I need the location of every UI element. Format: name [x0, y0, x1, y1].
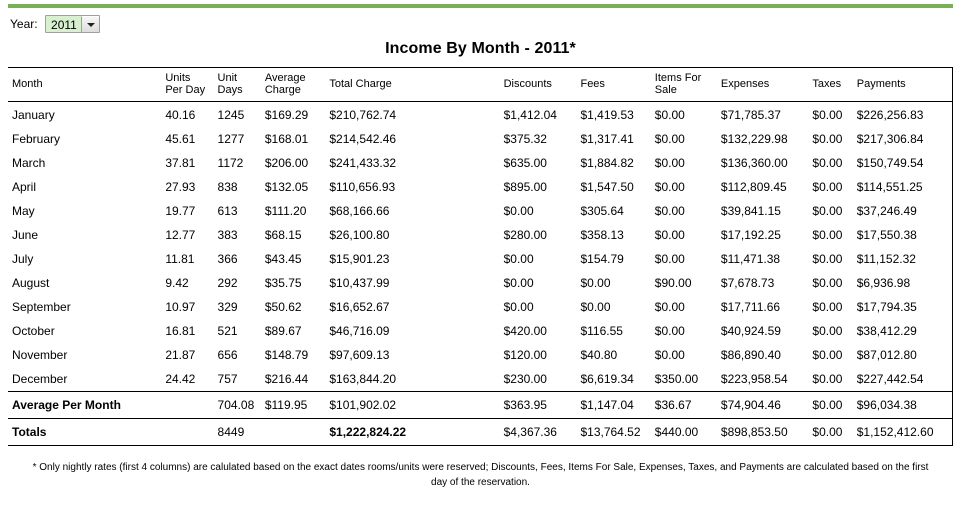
table-row	[8, 247, 953, 271]
cell-month: August	[12, 276, 50, 290]
cell-fees: $154.79	[580, 252, 624, 266]
average-row-total-charge: $101,902.02	[325, 392, 499, 419]
cell-average-charge: $50.62	[264, 300, 302, 314]
cell-units-per-day: 16.81	[165, 324, 196, 338]
cell-fees: $1,317.41	[580, 132, 634, 146]
table-footnote: * Only nightly rates (first 4 columns) are calulated based on the exact dates rooms/units were reserved; Discounts, Fees, Items For Sale, Expenses, Taxes, and Payments are calculated based on the first day of the reservation.	[32, 462, 929, 488]
cell-unit-days: 838	[217, 180, 238, 194]
cell-unit-days: 366	[217, 252, 238, 266]
cell-payments: $87,012.80	[856, 348, 917, 362]
cell-average-charge: $43.45	[264, 252, 302, 266]
cell-discounts: $280.00	[503, 228, 547, 242]
cell-items-for-sale: $90.00	[654, 276, 692, 290]
cell-total-charge: $110,656.93	[329, 180, 396, 194]
cell-units-per-day: 37.81	[165, 156, 196, 170]
cell-items-for-sale: $0.00	[654, 300, 685, 314]
cell-average-charge: $68.15	[264, 228, 302, 242]
cell-items-for-sale: $0.00	[654, 348, 685, 362]
totals-row-label: Totals	[8, 419, 161, 446]
cell-taxes: $0.00	[812, 324, 843, 338]
table-row	[8, 102, 953, 128]
table-body	[8, 102, 953, 392]
cell-discounts: $120.00	[503, 348, 547, 362]
cell-units-per-day: 24.42	[165, 372, 196, 386]
page-title: Income By Month - 2011*	[385, 40, 576, 57]
cell-payments: $226,256.83	[856, 108, 924, 122]
cell-taxes: $0.00	[812, 108, 843, 122]
cell-total-charge: $10,437.99	[329, 276, 390, 290]
cell-items-for-sale: $0.00	[654, 228, 685, 242]
cell-unit-days: 383	[217, 228, 238, 242]
cell-discounts: $420.00	[503, 324, 547, 338]
cell-units-per-day: 21.87	[165, 348, 196, 362]
cell-month: February	[12, 132, 61, 146]
cell-discounts: $895.00	[503, 180, 547, 194]
cell-payments: $17,550.38	[856, 228, 917, 242]
cell-total-charge: $214,542.46	[329, 132, 397, 146]
cell-total-charge: $241,433.32	[329, 156, 397, 170]
totals-row-unit-days: 8449	[214, 419, 261, 446]
cell-fees: $358.13	[580, 228, 624, 242]
average-row-fees: $1,147.04	[576, 392, 650, 419]
average-per-month-row	[8, 392, 953, 419]
cell-units-per-day: 9.42	[165, 276, 189, 290]
cell-month: March	[12, 156, 46, 170]
cell-unit-days: 1277	[217, 132, 245, 146]
totals-row-fees: $13,764.52	[576, 419, 650, 446]
table-row	[8, 367, 953, 392]
cell-month: July	[12, 252, 34, 266]
cell-units-per-day: 45.61	[165, 132, 196, 146]
chevron-down-icon[interactable]	[81, 16, 99, 32]
column-header-discounts: Discounts	[500, 68, 577, 102]
cell-fees: $1,884.82	[580, 156, 634, 170]
cell-units-per-day: 40.16	[165, 108, 196, 122]
cell-unit-days: 1245	[217, 108, 245, 122]
column-header-payments: Payments	[853, 68, 953, 102]
cell-payments: $217,306.84	[856, 132, 924, 146]
table-row	[8, 319, 953, 343]
cell-taxes: $0.00	[812, 132, 843, 146]
cell-fees: $40.80	[580, 348, 618, 362]
table-row	[8, 223, 953, 247]
cell-average-charge: $35.75	[264, 276, 302, 290]
table-row	[8, 175, 953, 199]
cell-taxes: $0.00	[812, 204, 843, 218]
table-row	[8, 199, 953, 223]
income-by-month-table	[8, 67, 953, 446]
cell-fees: $1,547.50	[580, 180, 634, 194]
cell-average-charge: $148.79	[264, 348, 309, 362]
cell-units-per-day: 11.81	[165, 252, 195, 266]
cell-units-per-day: 12.77	[165, 228, 196, 242]
column-header-expenses: Expenses	[717, 68, 809, 102]
year-label: Year:	[10, 17, 38, 31]
table-row	[8, 151, 953, 175]
year-select-value: 2011	[51, 18, 77, 32]
cell-fees: $6,619.34	[580, 372, 634, 386]
totals-row-expenses: $898,853.50	[717, 419, 809, 446]
cell-expenses: $7,678.73	[720, 276, 775, 290]
cell-fees: $1,419.53	[580, 108, 634, 122]
table-row	[8, 127, 953, 151]
cell-taxes: $0.00	[812, 300, 843, 314]
cell-payments: $17,794.35	[856, 300, 917, 314]
column-header-items-for-sale: Items For Sale	[651, 68, 717, 102]
totals-row-payments: $1,152,412.60	[853, 419, 953, 446]
cell-fees: $0.00	[580, 276, 611, 290]
totals-row-items-for-sale: $440.00	[651, 419, 717, 446]
cell-discounts: $0.00	[503, 276, 534, 290]
table-row	[8, 343, 953, 367]
average-row-discounts: $363.95	[500, 392, 577, 419]
cell-taxes: $0.00	[812, 180, 843, 194]
totals-row-units-per-day	[161, 419, 213, 446]
cell-total-charge: $46,716.09	[329, 324, 390, 338]
cell-discounts: $1,412.04	[503, 108, 557, 122]
cell-month: September	[12, 300, 71, 314]
average-row-label: Average Per Month	[8, 392, 161, 419]
cell-total-charge: $16,652.67	[329, 300, 390, 314]
cell-discounts: $0.00	[503, 300, 534, 314]
cell-expenses: $86,890.40	[720, 348, 781, 362]
average-row-units-per-day	[161, 392, 213, 419]
totals-row-taxes: $0.00	[808, 419, 852, 446]
cell-expenses: $17,711.66	[720, 300, 781, 314]
year-filter-bar	[0, 8, 961, 34]
cell-taxes: $0.00	[812, 156, 843, 170]
cell-units-per-day: 27.93	[165, 180, 196, 194]
column-header-taxes: Taxes	[808, 68, 852, 102]
cell-total-charge: $15,901.23	[329, 252, 390, 266]
table-header-row	[8, 68, 953, 102]
cell-average-charge: $111.20	[264, 204, 307, 218]
cell-month: October	[12, 324, 55, 338]
cell-average-charge: $168.01	[264, 132, 309, 146]
average-row-unit-days: 704.08	[214, 392, 261, 419]
average-row-taxes: $0.00	[808, 392, 852, 419]
table-row	[8, 271, 953, 295]
cell-unit-days: 1172	[217, 156, 244, 170]
cell-total-charge: $210,762.74	[329, 108, 397, 122]
cell-taxes: $0.00	[812, 276, 843, 290]
cell-taxes: $0.00	[812, 252, 843, 266]
cell-unit-days: 329	[217, 300, 238, 314]
column-header-fees: Fees	[576, 68, 650, 102]
cell-average-charge: $169.29	[264, 108, 309, 122]
cell-items-for-sale: $0.00	[654, 204, 685, 218]
cell-units-per-day: 10.97	[165, 300, 196, 314]
cell-total-charge: $68,166.66	[329, 204, 390, 218]
cell-month: April	[12, 180, 37, 194]
cell-taxes: $0.00	[812, 348, 843, 362]
cell-items-for-sale: $0.00	[654, 252, 685, 266]
cell-total-charge: $26,100.80	[329, 228, 390, 242]
column-header-units-per-day: Units Per Day	[161, 68, 213, 102]
cell-expenses: $71,785.37	[720, 108, 781, 122]
cell-payments: $37,246.49	[856, 204, 917, 218]
cell-month: January	[12, 108, 55, 122]
cell-unit-days: 656	[217, 348, 238, 362]
cell-items-for-sale: $350.00	[654, 372, 699, 386]
cell-expenses: $17,192.25	[720, 228, 781, 242]
cell-expenses: $132,229.98	[720, 132, 788, 146]
cell-fees: $0.00	[580, 300, 611, 314]
cell-payments: $38,412.29	[856, 324, 917, 338]
cell-items-for-sale: $0.00	[654, 324, 685, 338]
cell-expenses: $39,841.15	[720, 204, 781, 218]
column-header-average-charge: Average Charge	[261, 68, 326, 102]
column-header-month: Month	[8, 68, 161, 102]
totals-row-average-charge	[261, 419, 326, 446]
table-row	[8, 295, 953, 319]
cell-units-per-day: 19.77	[165, 204, 196, 218]
cell-fees: $305.64	[580, 204, 624, 218]
totals-row	[8, 419, 953, 446]
cell-items-for-sale: $0.00	[654, 180, 685, 194]
cell-month: June	[12, 228, 39, 242]
cell-unit-days: 292	[217, 276, 238, 290]
totals-row-total-charge: $1,222,824.22	[325, 419, 499, 446]
cell-items-for-sale: $0.00	[654, 132, 685, 146]
cell-discounts: $0.00	[503, 252, 534, 266]
column-header-unit-days: Unit Days	[214, 68, 261, 102]
cell-expenses: $11,471.38	[720, 252, 781, 266]
average-row-average-charge: $119.95	[261, 392, 326, 419]
cell-expenses: $40,924.59	[720, 324, 781, 338]
cell-discounts: $230.00	[503, 372, 547, 386]
cell-month: November	[12, 348, 68, 362]
cell-average-charge: $89.67	[264, 324, 302, 338]
cell-payments: $11,152.32	[856, 252, 916, 266]
cell-unit-days: 521	[217, 324, 238, 338]
cell-expenses: $223,958.54	[720, 372, 788, 386]
cell-total-charge: $97,609.13	[329, 348, 390, 362]
cell-payments: $227,442.54	[856, 372, 924, 386]
column-header-total-charge: Total Charge	[325, 68, 499, 102]
cell-expenses: $112,809.45	[720, 180, 787, 194]
average-row-expenses: $74,904.46	[717, 392, 809, 419]
cell-total-charge: $163,844.20	[329, 372, 397, 386]
cell-month: May	[12, 204, 35, 218]
totals-row-discounts: $4,367.36	[500, 419, 577, 446]
cell-month: December	[12, 372, 68, 386]
cell-average-charge: $216.44	[264, 372, 309, 386]
cell-average-charge: $206.00	[264, 156, 309, 170]
cell-average-charge: $132.05	[264, 180, 309, 194]
cell-discounts: $375.32	[503, 132, 547, 146]
year-select[interactable]	[45, 15, 100, 33]
cell-unit-days: 613	[217, 204, 238, 218]
cell-items-for-sale: $0.00	[654, 156, 685, 170]
cell-expenses: $136,360.00	[720, 156, 788, 170]
cell-fees: $116.55	[580, 324, 623, 338]
cell-discounts: $0.00	[503, 204, 534, 218]
cell-discounts: $635.00	[503, 156, 547, 170]
table-footer	[8, 392, 953, 446]
table-header	[8, 68, 953, 102]
cell-payments: $114,551.25	[856, 180, 923, 194]
cell-items-for-sale: $0.00	[654, 108, 685, 122]
average-row-items-for-sale: $36.67	[651, 392, 717, 419]
cell-taxes: $0.00	[812, 372, 843, 386]
cell-unit-days: 757	[217, 372, 238, 386]
cell-taxes: $0.00	[812, 228, 843, 242]
cell-payments: $150,749.54	[856, 156, 924, 170]
cell-payments: $6,936.98	[856, 276, 911, 290]
average-row-payments: $96,034.38	[853, 392, 953, 419]
